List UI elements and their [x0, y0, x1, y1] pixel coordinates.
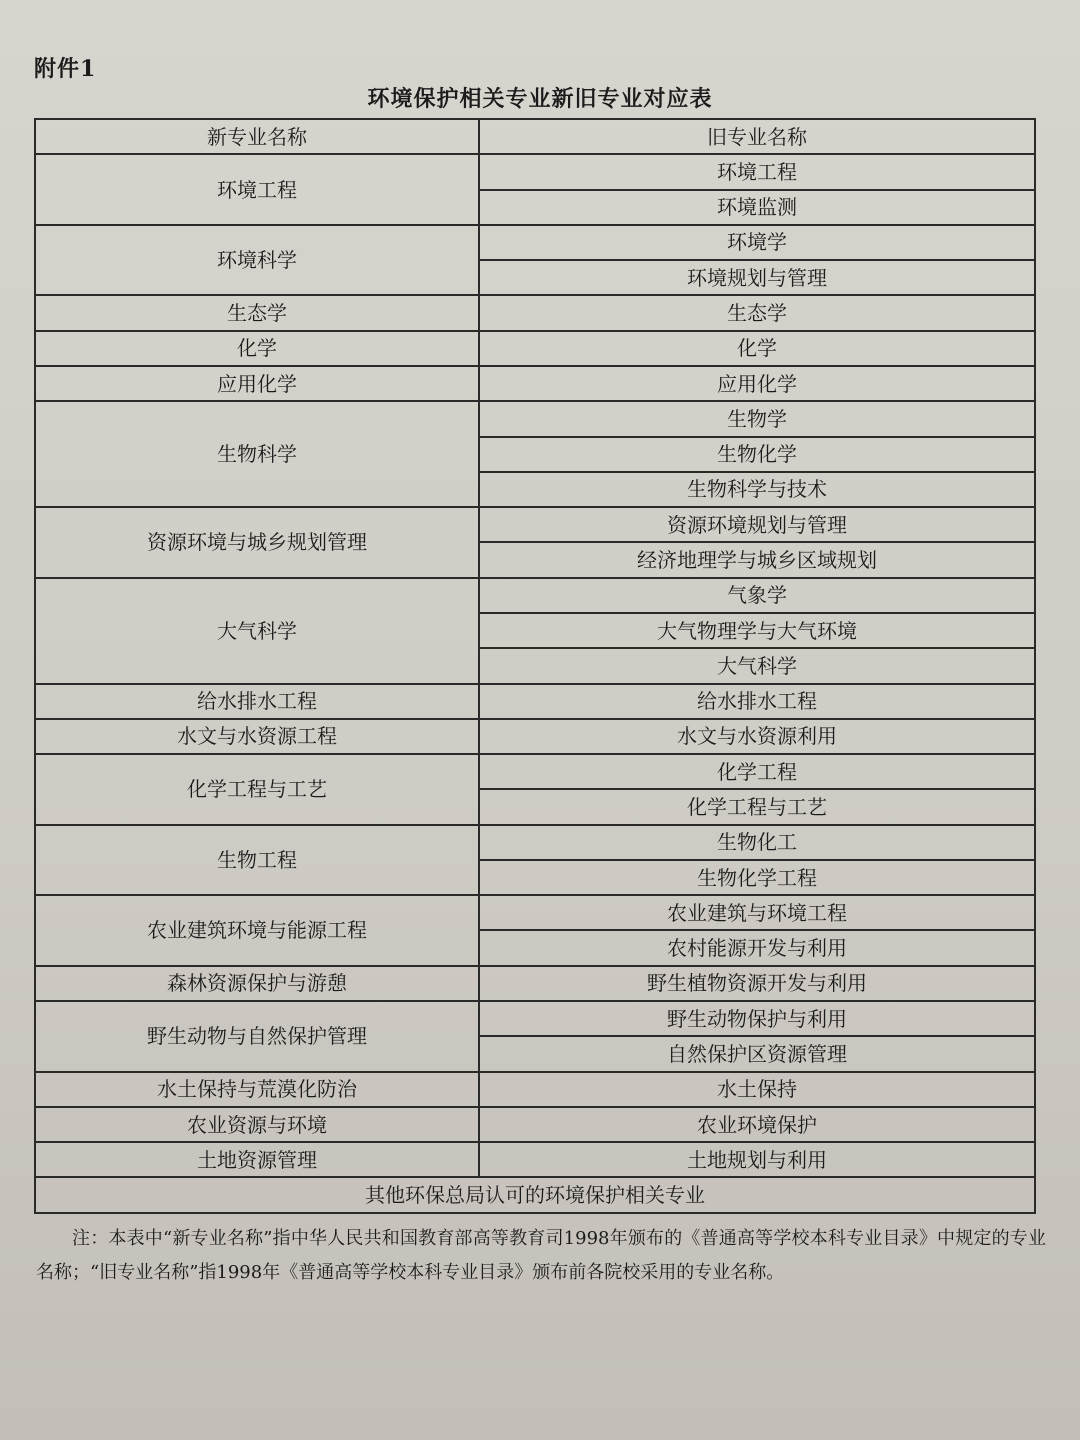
table-row [35, 295, 1035, 330]
table-row [35, 1142, 1035, 1177]
table-row [35, 578, 1035, 613]
mapping-table [34, 118, 1036, 1214]
mapping-table-container [34, 118, 1036, 1214]
table-row [35, 825, 1035, 860]
new-major-cell: 生态学 [35, 295, 479, 330]
old-major-cell: 给水排水工程 [479, 684, 1035, 719]
old-major-cell: 农村能源开发与利用 [479, 930, 1035, 965]
table-row [35, 366, 1035, 401]
footer-row [35, 1177, 1035, 1213]
old-major-cell: 环境学 [479, 225, 1035, 260]
old-major-cell: 自然保护区资源管理 [479, 1036, 1035, 1071]
new-major-cell: 野生动物与自然保护管理 [35, 1001, 479, 1072]
new-major-cell: 生物科学 [35, 401, 479, 507]
new-major-cell: 土地资源管理 [35, 1142, 479, 1177]
new-major-cell: 水文与水资源工程 [35, 719, 479, 754]
table-row [35, 966, 1035, 1001]
header-row [35, 119, 1035, 154]
table-row [35, 1107, 1035, 1142]
header-new-major: 新专业名称 [35, 119, 479, 154]
new-major-cell: 给水排水工程 [35, 684, 479, 719]
new-major-cell: 生物工程 [35, 825, 479, 896]
old-major-cell: 经济地理学与城乡区域规划 [479, 542, 1035, 577]
table-row [35, 684, 1035, 719]
new-major-cell: 环境科学 [35, 225, 479, 296]
old-major-cell: 土地规划与利用 [479, 1142, 1035, 1177]
old-major-cell: 农业建筑与环境工程 [479, 895, 1035, 930]
old-major-cell: 应用化学 [479, 366, 1035, 401]
old-major-cell: 生物学 [479, 401, 1035, 436]
old-major-cell: 水文与水资源利用 [479, 719, 1035, 754]
table-row [35, 225, 1035, 260]
mapping-table-body [35, 119, 1035, 1213]
table-row [35, 719, 1035, 754]
table-row [35, 154, 1035, 189]
old-major-cell: 生物化学工程 [479, 860, 1035, 895]
table-row [35, 895, 1035, 930]
new-major-cell: 资源环境与城乡规划管理 [35, 507, 479, 578]
new-major-cell: 化学 [35, 331, 479, 366]
new-major-cell: 应用化学 [35, 366, 479, 401]
old-major-cell: 野生动物保护与利用 [479, 1001, 1035, 1036]
old-major-cell: 生物化工 [479, 825, 1035, 860]
old-major-cell: 环境规划与管理 [479, 260, 1035, 295]
old-major-cell: 资源环境规划与管理 [479, 507, 1035, 542]
new-major-cell: 化学工程与工艺 [35, 754, 479, 825]
old-major-cell: 生物化学 [479, 437, 1035, 472]
old-major-cell: 化学 [479, 331, 1035, 366]
new-major-cell: 水土保持与荒漠化防治 [35, 1072, 479, 1107]
table-row [35, 1072, 1035, 1107]
table-note: 注：本表中“新专业名称”指中华人民共和国教育部高等教育司1998年颁布的《普通高等学校本科专业目录》中规定的专业名称；“旧专业名称”指1998年《普通高等学校本科专业目录》颁布前各院校采用的专业名称。 [36, 1228, 1046, 1283]
new-major-cell: 农业资源与环境 [35, 1107, 479, 1142]
old-major-cell: 环境工程 [479, 154, 1035, 189]
old-major-cell: 环境监测 [479, 190, 1035, 225]
attachment-label: 附件1 [34, 56, 97, 82]
new-major-cell: 农业建筑环境与能源工程 [35, 895, 479, 966]
old-major-cell: 大气科学 [479, 648, 1035, 683]
table-title: 环境保护相关专业新旧专业对应表 [367, 86, 713, 112]
table-row [35, 331, 1035, 366]
old-major-cell: 大气物理学与大气环境 [479, 613, 1035, 648]
new-major-cell: 环境工程 [35, 154, 479, 225]
header-old-major: 旧专业名称 [479, 119, 1035, 154]
other-majors-cell: 其他环保总局认可的环境保护相关专业 [35, 1177, 1035, 1213]
old-major-cell: 水土保持 [479, 1072, 1035, 1107]
new-major-cell: 森林资源保护与游憩 [35, 966, 479, 1001]
new-major-cell: 大气科学 [35, 578, 479, 684]
old-major-cell: 化学工程与工艺 [479, 789, 1035, 824]
old-major-cell: 化学工程 [479, 754, 1035, 789]
table-row [35, 754, 1035, 789]
old-major-cell: 农业环境保护 [479, 1107, 1035, 1142]
old-major-cell: 野生植物资源开发与利用 [479, 966, 1035, 1001]
table-row [35, 401, 1035, 436]
old-major-cell: 气象学 [479, 578, 1035, 613]
table-row [35, 1001, 1035, 1036]
table-row [35, 507, 1035, 542]
old-major-cell: 生态学 [479, 295, 1035, 330]
old-major-cell: 生物科学与技术 [479, 472, 1035, 507]
